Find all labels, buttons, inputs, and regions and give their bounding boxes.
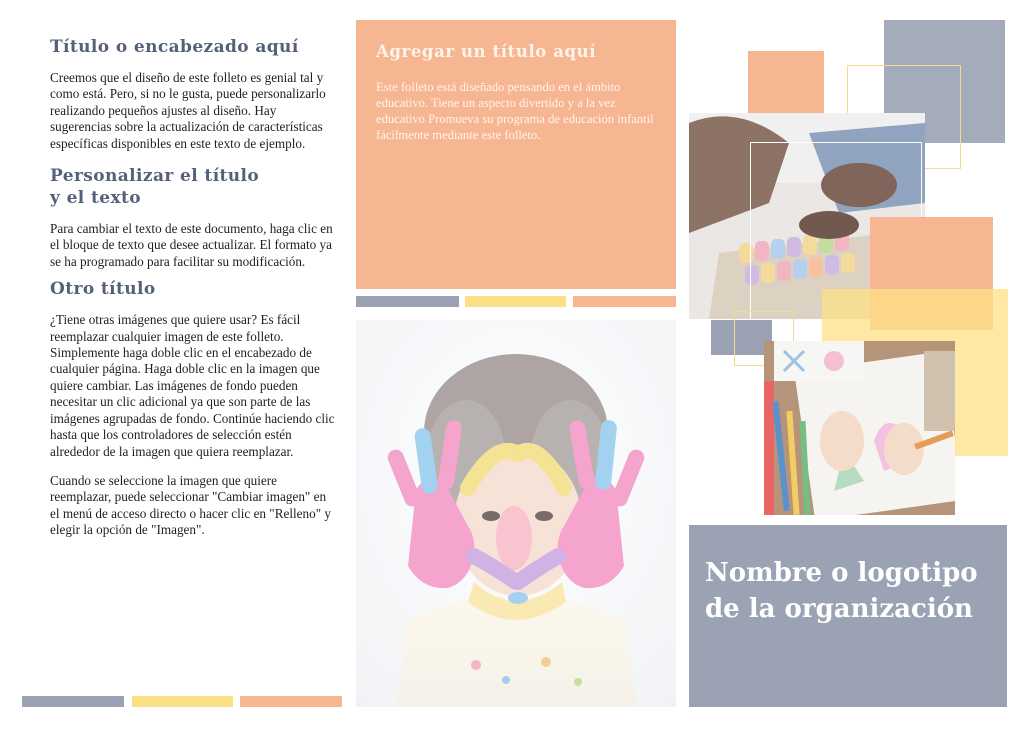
intro-panel xyxy=(356,20,676,289)
children-drawing-photo[interactable] xyxy=(764,341,955,515)
section3-body2[interactable]: Cuando se seleccione la imagen que quiere reemplazar, puede seleccionar "Cambiar imagen" en el menú de acceso directo o hacer clic en "Relleno" y elegir la opción de "Imagen". xyxy=(50,472,331,538)
section2-body[interactable]: Para cambiar el texto de este documento, haga clic en el bloque de texto que desee actualizar. El formato ya se ha programado para facilitar su modificación. xyxy=(50,221,333,269)
intro-body[interactable]: Este folleto está diseñado pensando en el ámbito educativo. Tiene un aspecto divertido y a la vez educativo Promueva su programa de educación infantil fácilmente mediante este folleto. xyxy=(376,80,654,142)
child-painted-hands-photo[interactable] xyxy=(356,320,676,707)
section3-body1[interactable]: ¿Tiene otras imágenes que quiere usar? Es fácil reemplazar cualquier imagen de este folleto. Simplemente haga doble clic en el encabezado de cualquier página. Haga doble clic en la imagen que quiere cambiar. Las imágenes de fondo pueden necesitar un clic adicional ya que son parte de las imágenes agrupadas de fondo. Continúe haciendo clic hasta que los controladores de selección estén alrededor de la imagen que quiera reemplazar. xyxy=(50,312,335,459)
bar-slate-mid xyxy=(356,296,459,307)
section2-title-line2: y el texto xyxy=(50,188,141,209)
child-photo-illustration xyxy=(356,320,676,707)
section2-title[interactable] xyxy=(50,165,335,209)
bar-slate-left xyxy=(22,696,124,707)
section2-title-line1: Personalizar el título xyxy=(50,166,260,187)
section1-body[interactable]: Creemos que el diseño de este folleto es genial tal y como está. Pero, si no le gusta, puede personalizarlo realizando pequeños ajustes al diseño. Hay sugerencias sobre la actualización de características específicas disponibles en este texto de ejemplo. xyxy=(50,70,326,151)
section1-title[interactable]: Título o encabezado aquí xyxy=(50,37,299,57)
bar-yellow-mid xyxy=(465,296,566,307)
organization-name-line2: de la organización xyxy=(705,594,973,624)
left-column xyxy=(50,36,335,552)
organization-panel xyxy=(689,525,1007,707)
intro-title[interactable]: Agregar un título aquí xyxy=(376,42,597,61)
collage-square-orange-top xyxy=(748,51,824,114)
bar-yellow-left xyxy=(132,696,233,707)
organization-name-line1: Nombre o logotipo xyxy=(705,558,978,588)
drawing-photo-illustration xyxy=(764,341,955,515)
organization-name[interactable] xyxy=(705,555,995,627)
section3-title[interactable]: Otro título xyxy=(50,279,156,300)
bar-orange-mid xyxy=(573,296,676,307)
bar-orange-left xyxy=(240,696,342,707)
